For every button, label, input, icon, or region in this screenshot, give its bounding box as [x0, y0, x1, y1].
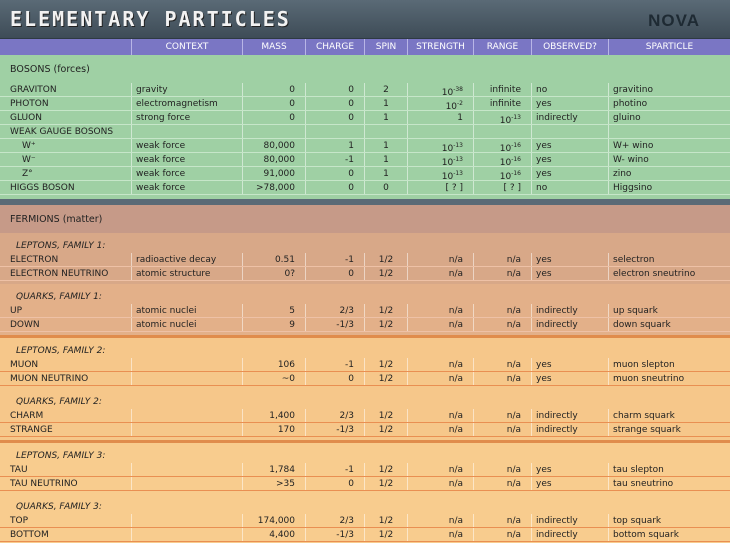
- cell-name: WEAK GAUGE BOSONS: [0, 125, 132, 138]
- cell-charge: 0: [306, 167, 365, 180]
- cell-observed: indirectly: [532, 423, 609, 436]
- cell-mass: 80,000: [243, 139, 306, 152]
- column-headers: [0, 39, 730, 55]
- cell-sparticle: selectron: [613, 255, 655, 265]
- cell-strength: n/a: [408, 463, 474, 476]
- cell-range: $10^{-16}$: [474, 167, 532, 180]
- cell-mass: 1,400: [243, 409, 306, 422]
- cell-mass: 91,000: [243, 167, 306, 180]
- column-header-mass: MASS: [243, 39, 306, 55]
- cell-mass: 80,000: [243, 153, 306, 166]
- cell-charge: 0: [306, 372, 365, 385]
- exponent: -13: [453, 142, 463, 149]
- exponent: -16: [511, 170, 521, 177]
- cell-mass: 5: [243, 304, 306, 317]
- cell-context: weak force: [132, 153, 243, 166]
- page-header: [0, 0, 730, 39]
- cell-sparticle: up squark: [613, 306, 658, 316]
- cell-spin: 1: [365, 139, 408, 152]
- cell-sparticle: bottom squark: [613, 530, 679, 540]
- cell-sparticle: strange squark: [613, 425, 681, 435]
- cell-charge: 0: [306, 111, 365, 124]
- cell-observed: yes: [532, 477, 609, 490]
- cell-charge: -1: [306, 358, 365, 371]
- cell-name: ELECTRON NEUTRINO: [0, 267, 132, 280]
- column-header-observed: OBSERVED?: [532, 39, 609, 55]
- cell-name: DOWN: [0, 318, 132, 331]
- cell-charge: 0: [306, 97, 365, 110]
- cell-context: strong force: [132, 111, 243, 124]
- group-title: QUARKS, FAMILY 1:: [16, 292, 102, 302]
- cell-context: atomic nuclei: [132, 318, 243, 331]
- cell-context: weak force: [132, 181, 243, 194]
- cell-spin: 1/2: [365, 372, 408, 385]
- cell-observed: yes: [532, 97, 609, 110]
- cell-observed: yes: [532, 139, 609, 152]
- cell-observed: indirectly: [532, 409, 609, 422]
- cell-range: n/a: [474, 304, 532, 317]
- cell-spin: 0: [365, 181, 408, 194]
- cell-observed: yes: [532, 167, 609, 180]
- group-l1: [0, 233, 730, 284]
- cell-spin: 1: [365, 153, 408, 166]
- cell-spin: 1/2: [365, 463, 408, 476]
- column-header-sparticle: SPARTICLE: [645, 42, 694, 52]
- cell-observed: [532, 125, 609, 138]
- cell-mass: >78,000: [243, 181, 306, 194]
- cell-mass: 0?: [243, 267, 306, 280]
- cell-spin: 1/2: [365, 304, 408, 317]
- cell-sparticle: muon sneutrino: [613, 374, 685, 384]
- cell-strength: n/a: [408, 304, 474, 317]
- bosons-title: BOSONS (forces): [10, 64, 90, 75]
- cell-sparticle: tau sneutrino: [613, 479, 674, 489]
- cell-mass: 9: [243, 318, 306, 331]
- cell-mass: 0: [243, 83, 306, 96]
- cell-spin: 1/2: [365, 528, 408, 541]
- cell-spin: 1/2: [365, 267, 408, 280]
- group-title: LEPTONS, FAMILY 2:: [16, 346, 106, 356]
- cell-observed: yes: [532, 267, 609, 280]
- table-row: [0, 111, 730, 125]
- table-row: [0, 181, 730, 195]
- cell-mass: 0: [243, 111, 306, 124]
- cell-context: [132, 514, 243, 527]
- cell-spin: 1/2: [365, 514, 408, 527]
- cell-observed: yes: [532, 358, 609, 371]
- cell-range: [474, 125, 532, 138]
- cell-mass: 170: [243, 423, 306, 436]
- cell-strength: n/a: [408, 253, 474, 266]
- cell-sparticle: tau slepton: [613, 465, 664, 475]
- table-row: [0, 477, 730, 491]
- bosons-section: [0, 55, 730, 199]
- cell-spin: 1: [365, 111, 408, 124]
- cell-context: [132, 358, 243, 371]
- cell-sparticle: [609, 125, 730, 138]
- cell-spin: 1: [365, 167, 408, 180]
- cell-sparticle: down squark: [613, 320, 671, 330]
- cell-charge: 0: [306, 477, 365, 490]
- cell-sparticle: gluino: [613, 113, 641, 123]
- cell-sparticle: W- wino: [613, 155, 649, 165]
- cell-spin: 1/2: [365, 409, 408, 422]
- table-row: [0, 125, 730, 139]
- cell-observed: no: [532, 181, 609, 194]
- cell-charge: 2/3: [306, 514, 365, 527]
- fermions-section: [0, 205, 730, 233]
- table-row: [0, 514, 730, 528]
- group-title: QUARKS, FAMILY 3:: [16, 502, 102, 512]
- cell-context: electromagnetism: [132, 97, 243, 110]
- cell-name: CHARM: [0, 409, 132, 422]
- cell-spin: 1/2: [365, 358, 408, 371]
- bosons-table: [0, 83, 730, 199]
- cell-strength: $10^{-2}$: [408, 97, 474, 110]
- cell-name: UP: [0, 304, 132, 317]
- group-l2: [0, 338, 730, 389]
- cell-charge: [306, 125, 365, 138]
- column-header-strength: STRENGTH: [408, 39, 474, 55]
- cell-strength: n/a: [408, 372, 474, 385]
- group-q3: [0, 494, 730, 543]
- cell-context: [132, 477, 243, 490]
- exponent: -13: [453, 156, 463, 163]
- cell-charge: 2/3: [306, 304, 365, 317]
- cell-range: $10^{-16}$: [474, 139, 532, 152]
- cell-observed: indirectly: [532, 111, 609, 124]
- cell-spin: 1: [365, 97, 408, 110]
- cell-context: [132, 372, 243, 385]
- exponent: -38: [453, 86, 463, 93]
- cell-sparticle: W+ wino: [613, 141, 654, 151]
- cell-sparticle: electron sneutrino: [613, 269, 696, 279]
- cell-mass: [243, 125, 306, 138]
- cell-range: n/a: [474, 463, 532, 476]
- column-header-particle: [0, 39, 132, 55]
- cell-context: atomic nuclei: [132, 304, 243, 317]
- cell-name: TAU NEUTRINO: [0, 477, 132, 490]
- exponent: -2: [457, 100, 463, 107]
- cell-sparticle: charm squark: [613, 411, 675, 421]
- cell-range: n/a: [474, 514, 532, 527]
- table-row: [0, 409, 730, 423]
- cell-name: GLUON: [0, 111, 132, 124]
- cell-name: HIGGS BOSON: [0, 181, 132, 194]
- cell-charge: 1: [306, 139, 365, 152]
- table-row: [0, 372, 730, 386]
- spacer: [0, 437, 730, 440]
- cell-charge: 0: [306, 83, 365, 96]
- cell-sparticle: photino: [613, 99, 648, 109]
- cell-range: n/a: [474, 267, 532, 280]
- cell-observed: indirectly: [532, 318, 609, 331]
- cell-mass: 4,400: [243, 528, 306, 541]
- cell-strength: 1: [408, 111, 474, 124]
- cell-strength: n/a: [408, 358, 474, 371]
- exponent: -13: [453, 170, 463, 177]
- table-row: [0, 253, 730, 267]
- cell-strength: n/a: [408, 267, 474, 280]
- cell-name: STRANGE: [0, 423, 132, 436]
- table-row: [0, 423, 730, 437]
- spacer: [0, 195, 730, 199]
- cell-strength: [ ? ]: [408, 181, 474, 194]
- cell-range: n/a: [474, 477, 532, 490]
- group-title: LEPTONS, FAMILY 1:: [16, 241, 106, 251]
- cell-strength: $10^{-38}$: [408, 83, 474, 96]
- cell-strength: n/a: [408, 514, 474, 527]
- cell-context: weak force: [132, 167, 243, 180]
- cell-mass: 106: [243, 358, 306, 371]
- cell-charge: -1: [306, 253, 365, 266]
- cell-charge: 2/3: [306, 409, 365, 422]
- cell-range: n/a: [474, 409, 532, 422]
- cell-context: [132, 409, 243, 422]
- cell-range: n/a: [474, 358, 532, 371]
- cell-spin: 1/2: [365, 253, 408, 266]
- cell-context: radioactive decay: [132, 253, 243, 266]
- exponent: -13: [511, 114, 521, 121]
- cell-strength: [408, 125, 474, 138]
- cell-sparticle: zino: [613, 169, 632, 179]
- cell-strength: n/a: [408, 423, 474, 436]
- page-title: ELEMENTARY PARTICLES: [10, 7, 291, 31]
- fermions-table: [0, 233, 730, 543]
- cell-strength: n/a: [408, 528, 474, 541]
- table-row: [0, 304, 730, 318]
- cell-strength: n/a: [408, 409, 474, 422]
- exponent: -16: [511, 142, 521, 149]
- cell-charge: 0: [306, 267, 365, 280]
- cell-context: gravity: [132, 83, 243, 96]
- cell-charge: -1: [306, 463, 365, 476]
- cell-context: [132, 463, 243, 476]
- cell-strength: $10^{-13}$: [408, 153, 474, 166]
- table-row: [0, 139, 730, 153]
- cell-range: $10^{-13}$: [474, 111, 532, 124]
- cell-context: [132, 423, 243, 436]
- cell-observed: yes: [532, 372, 609, 385]
- cell-mass: >35: [243, 477, 306, 490]
- cell-mass: 0.51: [243, 253, 306, 266]
- cell-range: $10^{-16}$: [474, 153, 532, 166]
- cell-name: TOP: [0, 514, 132, 527]
- cell-range: [ ? ]: [474, 181, 532, 194]
- cell-charge: 0: [306, 181, 365, 194]
- cell-charge: -1/3: [306, 528, 365, 541]
- cell-range: n/a: [474, 253, 532, 266]
- cell-observed: yes: [532, 153, 609, 166]
- cell-spin: 1/2: [365, 477, 408, 490]
- cell-range: infinite: [474, 83, 532, 96]
- cell-observed: indirectly: [532, 304, 609, 317]
- cell-charge: -1: [306, 153, 365, 166]
- group-l3: [0, 443, 730, 494]
- group-q1: [0, 284, 730, 335]
- cell-charge: -1/3: [306, 423, 365, 436]
- cell-spin: [365, 125, 408, 138]
- cell-range: n/a: [474, 528, 532, 541]
- column-header-context: CONTEXT: [132, 39, 243, 55]
- cell-observed: indirectly: [532, 528, 609, 541]
- cell-mass: 0: [243, 97, 306, 110]
- cell-name: TAU: [0, 463, 132, 476]
- cell-range: n/a: [474, 318, 532, 331]
- cell-context: weak force: [132, 139, 243, 152]
- cell-mass: ~0: [243, 372, 306, 385]
- group-q2: [0, 389, 730, 440]
- cell-name: Z°: [0, 167, 132, 180]
- group-title: QUARKS, FAMILY 2:: [16, 397, 102, 407]
- cell-strength: n/a: [408, 318, 474, 331]
- column-header-range: RANGE: [474, 39, 532, 55]
- cell-sparticle: muon slepton: [613, 360, 675, 370]
- cell-context: [132, 528, 243, 541]
- cell-name: W⁻: [0, 153, 132, 166]
- cell-charge: -1/3: [306, 318, 365, 331]
- cell-name: MUON: [0, 358, 132, 371]
- cell-spin: 2: [365, 83, 408, 96]
- cell-range: n/a: [474, 423, 532, 436]
- group-title: LEPTONS, FAMILY 3:: [16, 451, 106, 461]
- table-row: [0, 358, 730, 372]
- cell-context: [132, 125, 243, 138]
- cell-mass: 174,000: [243, 514, 306, 527]
- cell-strength: $10^{-13}$: [408, 139, 474, 152]
- table-row: [0, 528, 730, 542]
- cell-observed: yes: [532, 253, 609, 266]
- nova-logo: NOVA: [648, 11, 700, 30]
- table-row: [0, 83, 730, 97]
- table-row: [0, 267, 730, 281]
- cell-range: n/a: [474, 372, 532, 385]
- exponent: -16: [511, 156, 521, 163]
- cell-name: W⁺: [0, 139, 132, 152]
- spacer: [0, 332, 730, 335]
- cell-name: ELECTRON: [0, 253, 132, 266]
- cell-mass: 1,784: [243, 463, 306, 476]
- cell-name: GRAVITON: [0, 83, 132, 96]
- cell-strength: $10^{-13}$: [408, 167, 474, 180]
- fermions-title: FERMIONS (matter): [10, 214, 103, 225]
- cell-sparticle: gravitino: [613, 85, 653, 95]
- table-row: [0, 318, 730, 332]
- table-row: [0, 153, 730, 167]
- cell-observed: yes: [532, 463, 609, 476]
- cell-name: BOTTOM: [0, 528, 132, 541]
- cell-name: MUON NEUTRINO: [0, 372, 132, 385]
- table-row: [0, 463, 730, 477]
- cell-range: infinite: [474, 97, 532, 110]
- cell-sparticle: Higgsino: [613, 183, 653, 193]
- table-row: [0, 97, 730, 111]
- table-row: [0, 167, 730, 181]
- cell-spin: 1/2: [365, 318, 408, 331]
- cell-sparticle: top squark: [613, 516, 662, 526]
- column-header-spin: SPIN: [365, 39, 408, 55]
- cell-context: atomic structure: [132, 267, 243, 280]
- cell-strength: n/a: [408, 477, 474, 490]
- cell-name: PHOTON: [0, 97, 132, 110]
- column-header-charge: CHARGE: [306, 39, 365, 55]
- cell-spin: 1/2: [365, 423, 408, 436]
- cell-observed: indirectly: [532, 514, 609, 527]
- cell-observed: no: [532, 83, 609, 96]
